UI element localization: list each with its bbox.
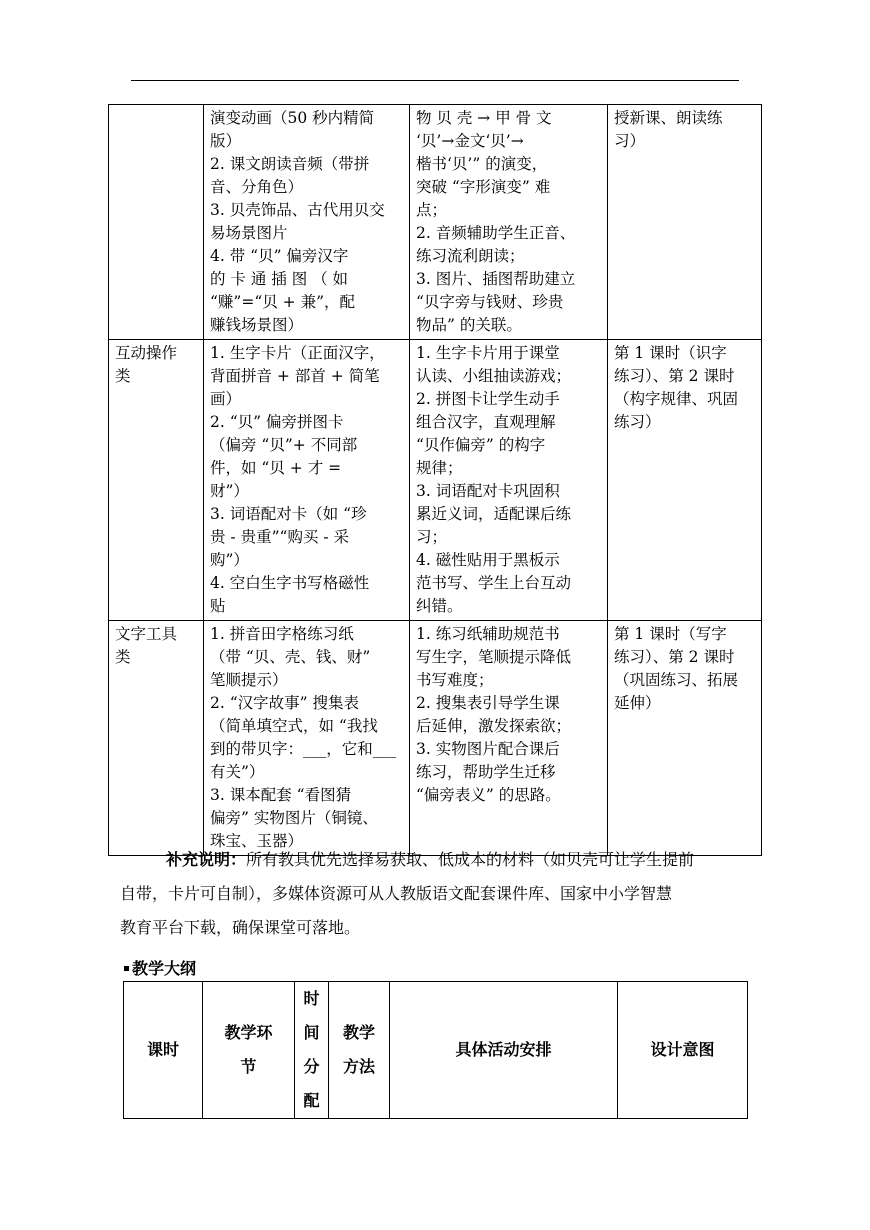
cell-purpose — [410, 340, 608, 621]
note-line-2: 自带，卡片可自制），多媒体资源可从人教版语文配套课件库、国家中小学智慧 — [120, 884, 673, 903]
cell-timing — [608, 621, 762, 856]
cell-line: 4. 磁性贴用于黑板示 — [416, 551, 560, 569]
cell-line: 第 1 课时（写字 — [614, 625, 727, 643]
cell-line: 2. 搜集表引导学生课 — [416, 694, 560, 712]
cell-line: “贝字旁与钱财、珍贵 — [416, 293, 564, 311]
cell-category — [109, 105, 204, 340]
cell-line: “贝作偏旁” 的构字 — [416, 436, 546, 454]
header-line: 课时 — [146, 1040, 179, 1059]
header-intent — [618, 982, 748, 1119]
header-lesson-lines — [124, 1033, 202, 1067]
note-line-1: 所有教具优先选择易获取、低成本的材料（如贝壳可让学生提前 — [246, 850, 695, 869]
header-line: 配 — [303, 1091, 320, 1110]
cell-timing — [608, 340, 762, 621]
cell-line: 书写难度； — [416, 671, 494, 689]
cell-line: 4. 空白生字书写格磁性 — [210, 574, 370, 592]
cell-items — [204, 621, 410, 856]
header-line: 节 — [240, 1057, 257, 1076]
cell-line: 贵 - 贵重”“购买 - 采 — [210, 528, 350, 546]
cell-timing — [608, 105, 762, 340]
cell-line: 累近义词，适配课后练 — [416, 505, 572, 523]
cell-category — [109, 340, 204, 621]
cell-line: 第 1 课时（识字 — [614, 344, 727, 362]
cell-line: （偏旁 “贝”+ 不同部 — [210, 436, 358, 454]
cell-line: 购”） — [210, 551, 249, 569]
cell-line: 延伸） — [614, 694, 661, 712]
cell-line: 3. 图片、插图帮助建立 — [416, 270, 576, 288]
header-line: 时 — [303, 989, 320, 1008]
cell-line: 1. 生字卡片（正面汉字， — [210, 344, 385, 362]
cell-line: （构字规律、巩固 — [614, 390, 739, 408]
outline-section-title — [124, 956, 196, 979]
cell-purpose — [410, 621, 608, 856]
cell-line: 件，如 “贝 + 才 = — [210, 459, 342, 477]
cell-line: 互动操作 — [115, 344, 178, 362]
cell-line: 3. 贝壳饰品、古代用贝交 — [210, 201, 385, 219]
cell-line: 音、分角色） — [210, 178, 304, 196]
cell-line: 文字工具 — [115, 625, 178, 643]
cell-line: （带 “贝、壳、钱、财” — [210, 648, 371, 666]
header-intent-lines — [618, 1033, 747, 1067]
cell-line: “赚”=“贝 + 兼”，配 — [210, 293, 356, 311]
cell-line: “偏旁表义” 的思路。 — [416, 786, 561, 804]
outline-title: 教学大纲 — [132, 959, 197, 978]
cell-line: 2. “汉字故事” 搜集表 — [210, 694, 359, 712]
header-time-lines — [295, 982, 328, 1118]
cell-line: 画） — [210, 390, 242, 408]
cell-line: ‘贝’→金文‘贝’→ — [416, 132, 524, 150]
header-lesson — [124, 982, 203, 1119]
cell-line: （巩固练习、拓展 — [614, 671, 739, 689]
cell-line: 财”） — [210, 482, 249, 500]
cell-line: 2. “贝” 偏旁拼图卡 — [210, 413, 344, 431]
cell-line: 版） — [210, 132, 242, 150]
cell-items — [204, 105, 410, 340]
cell-line: 纠错。 — [416, 597, 463, 615]
table-row — [109, 105, 762, 340]
note-line-3: 教育平台下载，确保课堂可落地。 — [120, 918, 361, 937]
header-activity-lines — [390, 1033, 617, 1067]
cell-line: 练习）、第 2 课时 — [614, 367, 735, 385]
cell-line: 物 贝 壳 → 甲 骨 文 — [416, 109, 552, 127]
cell-line: 3. 实物图片配合课后 — [416, 740, 560, 758]
cell-category — [109, 621, 204, 856]
cell-items — [204, 340, 410, 621]
cell-line: 背面拼音 + 部首 + 简笔 — [210, 367, 380, 385]
cell-line: 类 — [115, 367, 131, 385]
header-stage — [203, 982, 295, 1119]
cell-line: 演变动画（50 秒内精简 — [210, 109, 375, 127]
cell-line: 1. 拼音田字格练习纸 — [210, 625, 354, 643]
cell-line: 规律； — [416, 459, 463, 477]
cell-line: 练习） — [614, 413, 661, 431]
table-row — [109, 340, 762, 621]
cell-line: 赚钱场景图） — [210, 316, 304, 334]
supplementary-note — [120, 843, 770, 945]
cell-line: 习； — [416, 528, 448, 546]
header-method-lines — [329, 1016, 389, 1084]
cell-line: 突破 “字形演变” 难 — [416, 178, 551, 196]
cell-line: 笔顺提示） — [210, 671, 288, 689]
header-time — [295, 982, 329, 1119]
cell-line: 物品” 的关联。 — [416, 316, 522, 334]
cell-line: 3. 课本配套 “看图猜 — [210, 786, 352, 804]
cell-line: 4. 带 “贝” 偏旁汉字 — [210, 247, 349, 265]
cell-line: 2. 音频辅助学生正音、 — [416, 224, 576, 242]
resources-table — [108, 104, 762, 856]
outline-header-row — [124, 982, 748, 1119]
header-line: 分 — [303, 1057, 320, 1076]
cell-line: 贴 — [210, 597, 226, 615]
cell-line: 点； — [416, 201, 448, 219]
cell-line: 类 — [115, 648, 131, 666]
cell-line: 组合汉字，直观理解 — [416, 413, 556, 431]
cell-line: 易场景图片 — [210, 224, 288, 242]
header-line: 教学环 — [224, 1023, 273, 1042]
note-label: 补充说明： — [166, 850, 247, 869]
cell-line: 练习）、第 2 课时 — [614, 648, 735, 666]
header-method — [329, 982, 390, 1119]
cell-line: （简单填空式，如 “我找 — [210, 717, 378, 735]
cell-line: 1. 生字卡片用于课堂 — [416, 344, 560, 362]
cell-line: 的 卡 通 插 图 （ 如 — [210, 270, 349, 288]
cell-line: 偏旁” 实物图片（铜镜、 — [210, 809, 378, 827]
cell-line: 3. 词语配对卡（如 “珍 — [210, 505, 367, 523]
cell-line: 有关”） — [210, 763, 265, 781]
cell-line: 认读、小组抽读游戏； — [416, 367, 572, 385]
cell-line: 1. 练习纸辅助规范书 — [416, 625, 560, 643]
cell-line: 练习流利朗读； — [416, 247, 525, 265]
cell-line: 授新课、朗读练 — [614, 109, 723, 127]
cell-purpose — [410, 105, 608, 340]
header-line: 设计意图 — [650, 1040, 715, 1059]
header-line: 方法 — [342, 1057, 375, 1076]
cell-line: 写生字，笔顺提示降低 — [416, 648, 572, 666]
cell-line: 范书写、学生上台互动 — [416, 574, 572, 592]
cell-line: 楷书‘贝’” 的演变， — [416, 155, 548, 173]
cell-line: 珠宝、玉器） — [210, 832, 304, 850]
header-activity — [390, 982, 618, 1119]
cell-line: 2. 课文朗读音频（带拼 — [210, 155, 370, 173]
outline-table — [123, 981, 748, 1119]
header-stage-lines — [203, 1016, 294, 1084]
header-line: 具体活动安排 — [455, 1040, 552, 1059]
cell-line: 后延伸，激发探索欲； — [416, 717, 572, 735]
header-line: 教学 — [342, 1023, 375, 1042]
bullet-icon — [124, 966, 129, 971]
header-rule — [131, 80, 739, 81]
header-line: 间 — [303, 1023, 320, 1042]
cell-line: 3. 词语配对卡巩固积 — [416, 482, 560, 500]
cell-line: 2. 拼图卡让学生动手 — [416, 390, 560, 408]
cell-line: 练习，帮助学生迁移 — [416, 763, 556, 781]
table-row — [109, 621, 762, 856]
cell-line: 习） — [614, 132, 646, 150]
cell-line: 到的带贝字：___，它和___ — [210, 740, 397, 758]
